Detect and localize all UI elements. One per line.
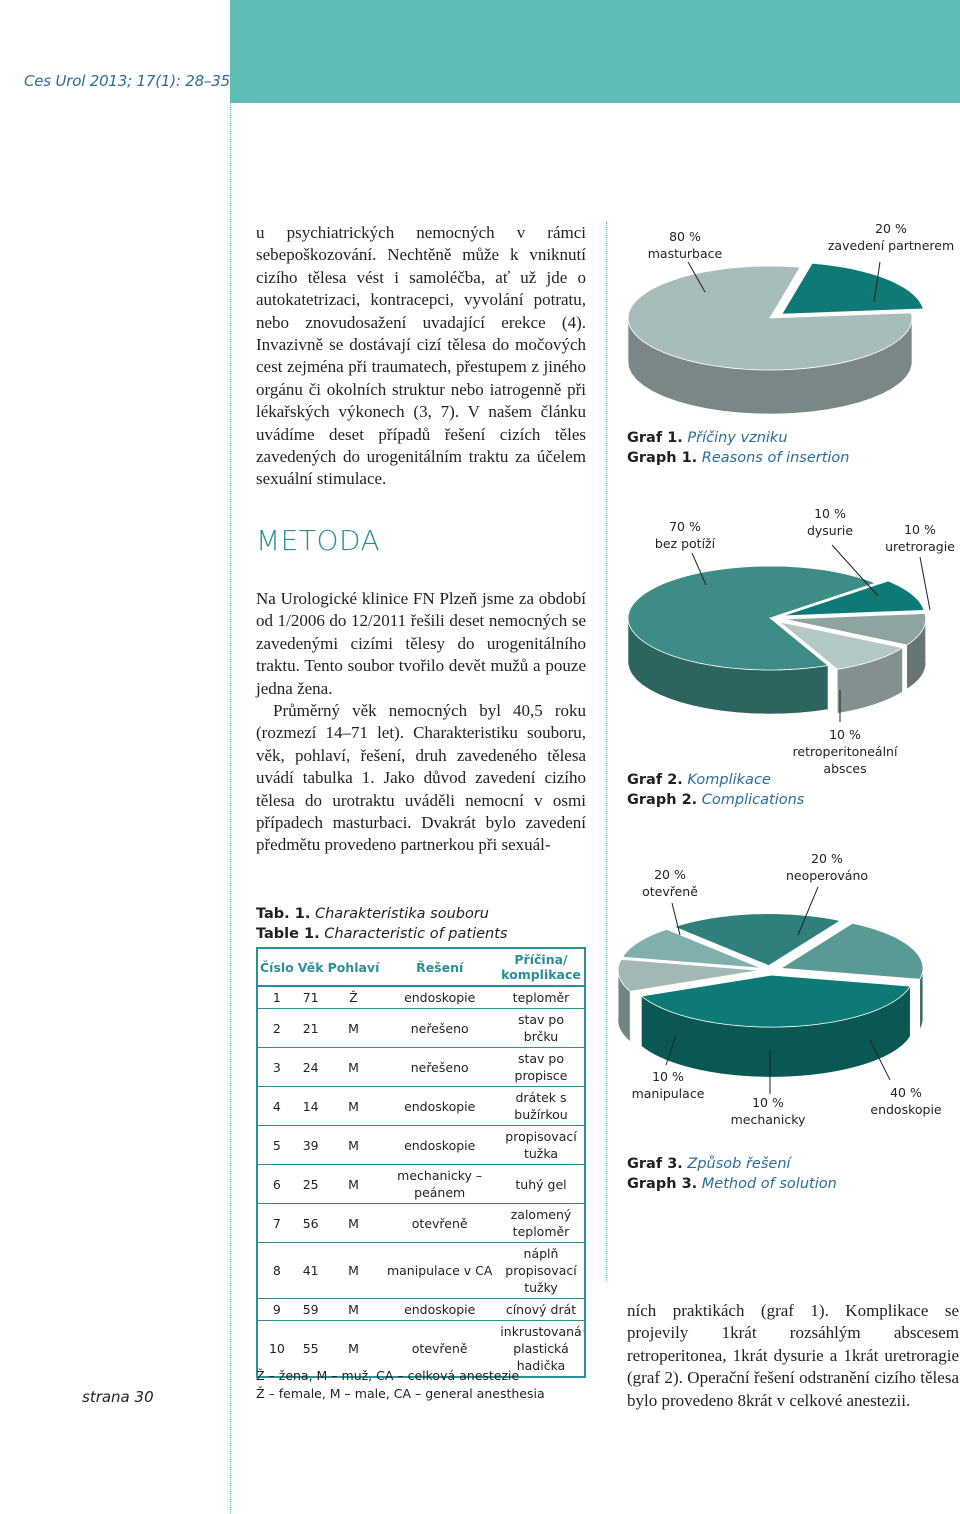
section-title: METODA [256, 524, 381, 557]
table-cell: 3 [257, 1048, 296, 1087]
table-cell: Ž [326, 986, 382, 1009]
table-cell: 39 [296, 1126, 326, 1165]
graph2-caption: Graf 2. Komplikace Graph 2. Complications [627, 772, 805, 808]
table-cell: stav po brčku [498, 1009, 585, 1048]
table-cell: stav po propisce [498, 1048, 585, 1087]
table-note-cz: Ž – žena, M – muž, CA – celková anestezie [256, 1368, 520, 1383]
g2-label-uretroragie: 10 % uretroragie [885, 522, 955, 554]
table-cell: neřešeno [381, 1009, 498, 1048]
g3-label-otevrene: 20 % otevřeně [642, 867, 698, 899]
g3-label-endoskopie: 40 % endoskopie [870, 1085, 942, 1117]
g2-label-bez-potizi: 70 % bez potíží [654, 519, 716, 551]
table-cell: 56 [296, 1204, 326, 1243]
g3-label-manipulace: 10 % manipulace [631, 1069, 705, 1101]
table-cell: endoskopie [381, 1299, 498, 1321]
col-header: Řešení [381, 948, 498, 986]
g2-label-dysurie: 10 % dysurie [806, 506, 854, 538]
journal-citation: Ces Urol 2013; 17(1): 28–35 [24, 72, 230, 90]
g1-label-partner: 20 % zavedení partnerem [827, 221, 955, 253]
table-cell: endoskopie [381, 1126, 498, 1165]
table-cell: manipulace v CA [381, 1243, 498, 1299]
page-number: strana 30 [82, 1388, 154, 1406]
leader-line [920, 557, 930, 610]
col-header: Věk [296, 948, 326, 986]
table-cell: 71 [296, 986, 326, 1009]
table-cell: 5 [257, 1126, 296, 1165]
leader-line [672, 903, 680, 935]
table-cell: M [326, 1126, 382, 1165]
table-cell: endoskopie [381, 986, 498, 1009]
table-cell: náplň propisovací tužky [498, 1243, 585, 1299]
table-cell: M [326, 1299, 382, 1321]
table-cell: 1 [257, 986, 296, 1009]
paragraph-method-part1: Na Urologické klinice FN Plzeň jsme za období od 1/2006 do 12/2011 řešili deset nemocných se zavedenými cizími tělesy do urogenitálního traktu. Tento soubor tvořilo devět mužů a pouze jedna žena. [256, 589, 586, 698]
table-cell: zalomený teploměr [498, 1204, 585, 1243]
table-cell: 25 [296, 1165, 326, 1204]
col-header: Příčina/ komplikace [498, 948, 585, 986]
g1-label-masturbace: 80 % masturbace [647, 229, 723, 261]
table-cell: propisovací tužka [498, 1126, 585, 1165]
table-cell: cínový drát [498, 1299, 585, 1321]
graph3-caption: Graf 3. Způsob řešení Graph 3. Method of solution [627, 1156, 837, 1192]
table-cell: 10 [257, 1321, 296, 1378]
table-cell: 8 [257, 1243, 296, 1299]
table-cell: 24 [296, 1048, 326, 1087]
table-cell: 21 [296, 1009, 326, 1048]
table-cell: otevřeně [381, 1204, 498, 1243]
table-cell: 7 [257, 1204, 296, 1243]
table-cell: otevřeně [381, 1321, 498, 1378]
table-cell: 14 [296, 1087, 326, 1126]
pie-1-slice-zavedení-partnerem [782, 263, 923, 314]
g3-label-mechanicky: 10 % mechanicky [730, 1095, 806, 1127]
table-cell: 4 [257, 1087, 296, 1126]
g3-label-neoperovano: 20 % neoperováno [785, 851, 869, 883]
table-cell: 55 [296, 1321, 326, 1378]
graph1-caption: Graf 1. Příčiny vzniku Graph 1. Reasons of insertion [627, 430, 850, 466]
table-cell: M [326, 1321, 382, 1378]
table-cell: 6 [257, 1165, 296, 1204]
table-cell: 41 [296, 1243, 326, 1299]
table-cell: teploměr [498, 986, 585, 1009]
col-header: Pohlaví [326, 948, 382, 986]
table-caption: Tab. 1. Charakteristika souboru Table 1. Characteristic of patients [256, 906, 508, 942]
table-cell: drátek s bužírkou [498, 1087, 585, 1126]
table-cell: 2 [257, 1009, 296, 1048]
table-cell: tuhý gel [498, 1165, 585, 1204]
table-cell: M [326, 1243, 382, 1299]
paragraph-results: ních praktikách (graf 1). Komplikace se projevily 1krát rozsáhlým abscesem retroperitonea, 1krát dysurie a 1krát uretroragie (graf 2). Operační řešení odstranění cizího tělesa bylo provedeno 8krát v celkové anestezii. [627, 1301, 959, 1410]
col-header: Číslo [257, 948, 296, 986]
table-cell: 9 [257, 1299, 296, 1321]
paragraph-method-part2: Průměrný věk nemocných byl 40,5 roku (rozmezí 14–71 let). Charakteristiku souboru, věk, pohlaví, řešení, druh zavedeného tělesa uvádí tabulka 1. Jako důvod zavedení cizího tělesa do urotraktu uváděli nemocní v osmi případech masturbaci. Dvakrát bylo zavedení předmětu provedeno partnerkou při sexuál- [256, 701, 586, 855]
table-cell: inkrustovaná plastická hadička [498, 1321, 585, 1378]
table-cell: M [326, 1204, 382, 1243]
table-cell: M [326, 1087, 382, 1126]
table-cell: 59 [296, 1299, 326, 1321]
table-cell: M [326, 1048, 382, 1087]
table-cell: M [326, 1009, 382, 1048]
table-cell: neřešeno [381, 1048, 498, 1087]
g2-label-absces: 10 % retroperitoneální absces [792, 727, 898, 776]
table-note-en: Ž – female, M – male, CA – general anesthesia [256, 1386, 545, 1401]
table-cell: M [326, 1165, 382, 1204]
paragraph-intro: u psychiatrických nemocných v rámci sebepoškozování. Nechtěně může k vniknutí cizího tělesa vést i samoléčba, ať už jde o autokatetrizaci, kontracepci, vyvolání potratu, nebo znovudosažení uvadající erekce (4). Invazivně se dostávají cizí tělesa do močových cest zejména při traumatech, přestupem z jiného orgánu či okolních struktur nebo iatrogenně při lékařských výkonech (3, 7). V našem článku uvádíme deset případů řešení cizích těles zavedených do urogenitálním traktu za účelem sexuální stimulace. [256, 223, 586, 489]
table-cell: mechanicky – peánem [381, 1165, 498, 1204]
table-cell: endoskopie [381, 1087, 498, 1126]
